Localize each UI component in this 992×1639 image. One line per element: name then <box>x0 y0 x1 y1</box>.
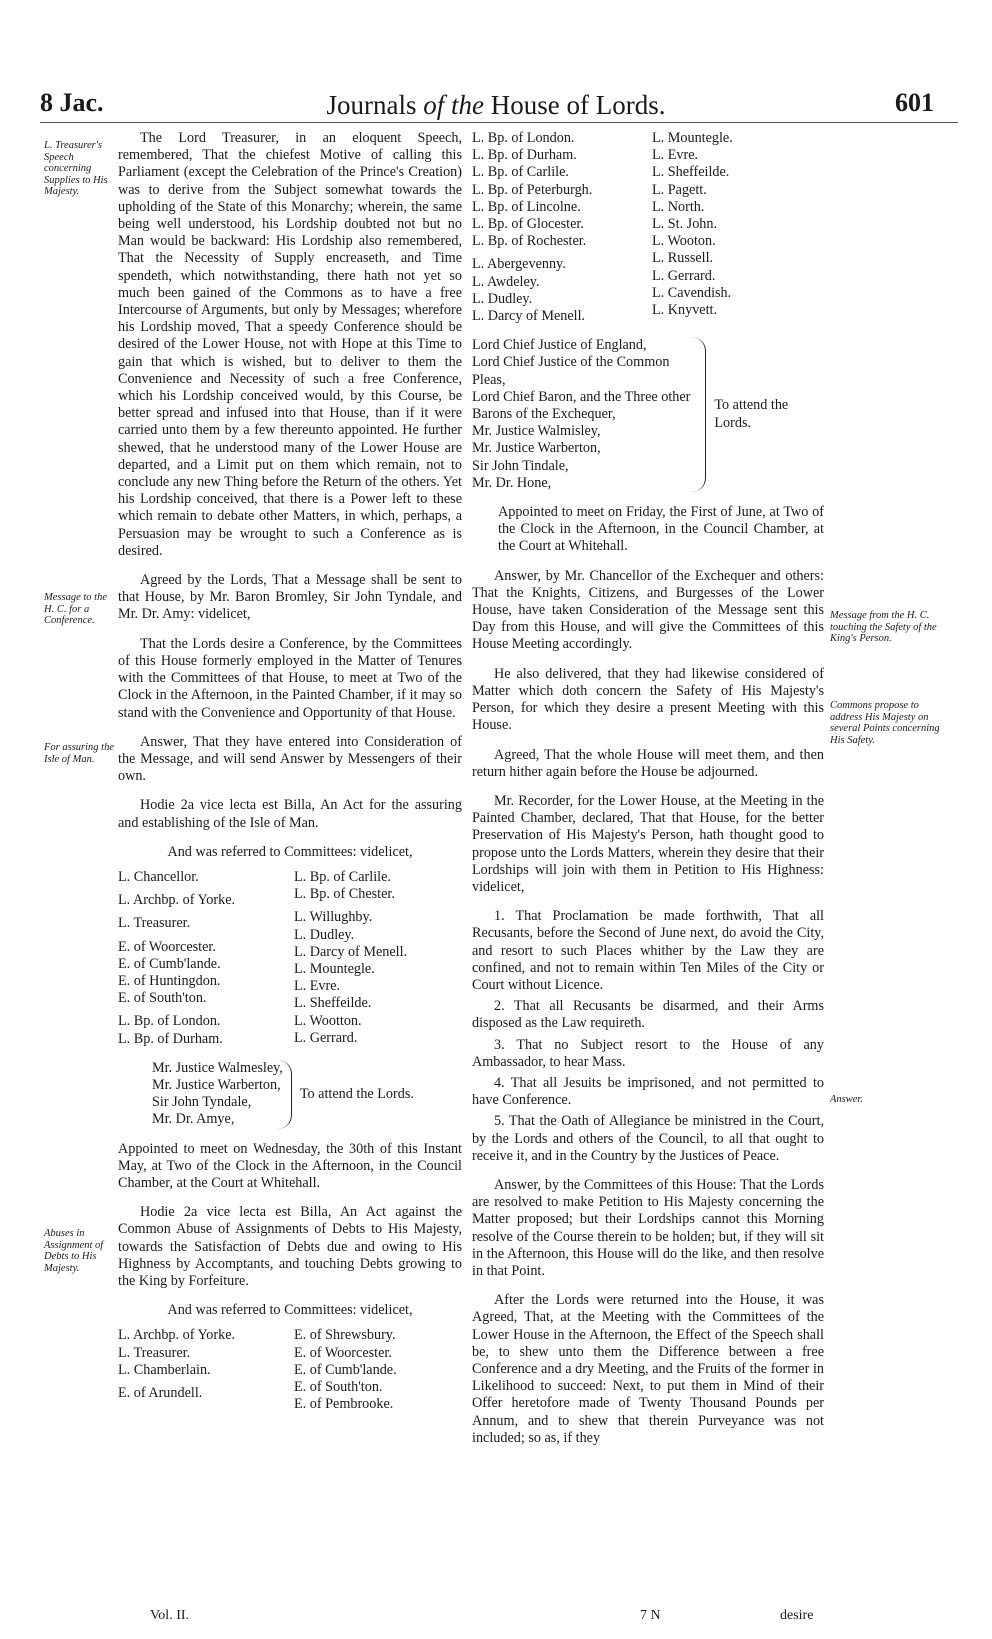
committee-column <box>294 1327 462 1413</box>
paragraph: Agreed, That the whole House will meet them, and then return hither again before the House be adjourned. <box>472 746 824 780</box>
justice-name: Mr. Justice Walmisley, <box>472 423 601 440</box>
justice-name: Sir John Tindale, <box>472 457 569 474</box>
justice-name: Mr. Dr. Hone, <box>472 474 552 491</box>
committee-member: L. Treasurer. <box>118 915 191 932</box>
justices-names <box>152 1060 292 1129</box>
committee-member: L. Willughby. <box>294 909 373 926</box>
appointment: Appointed to meet on Friday, the First of June, at Two of the Clock in the Afternoon, in the Council Chamber, at the Court at Whitehall. <box>498 504 824 555</box>
committee-member: L. Gerrard. <box>652 267 716 284</box>
petition-item: 1. That Proclamation be made forthwith, That all Recusants, before the Second of June next, do avoid the City, and resort to such Places whither by the Law they are confined, and not to remain within Ten Miles of the City or Court without Licence. <box>472 908 824 993</box>
attend-note: To attend the Lords. <box>714 397 789 431</box>
committee-column <box>472 130 644 325</box>
attend-note: To attend the Lords. <box>299 1085 414 1102</box>
committee-member: L. Bp. of Durham. <box>472 147 577 164</box>
committee-member: L. North. <box>652 198 705 215</box>
committee-member: L. Bp. of London. <box>118 1013 221 1030</box>
referral-line: And was referred to Committees: videlicet, <box>167 1302 413 1319</box>
committee-member: L. St. John. <box>652 216 718 233</box>
committee-member: E. of Cumb'lande. <box>118 955 221 972</box>
committee-list <box>118 1327 462 1413</box>
committee-member: E. of Huntingdon. <box>118 972 221 989</box>
paragraph: That the Lords desire a Conference, by the Committees of this House formerly employed in the Matter of Tenures with the Committees of that House, to meet at Two of the Clock in the Afternoon, in the Painted Chamber, if it may so stand with the Convenience and Opportunity of that House. <box>118 635 462 721</box>
committee-member: L. Abergevenny. <box>472 256 566 273</box>
committee-member: L. Evre. <box>652 147 699 164</box>
justice-name: Mr. Dr. Amye, <box>152 1111 235 1128</box>
committee-member: L. Mountegle. <box>652 130 733 146</box>
referral-line: And was referred to Committees: videlicet, <box>167 843 413 860</box>
committee-member: L. Darcy of Menell. <box>472 308 586 325</box>
committee-member: L. Archbp. of Yorke. <box>118 892 236 909</box>
committee-member: L. Bp. of Peterburgh. <box>472 181 593 198</box>
running-title <box>0 90 992 121</box>
regnal-year: 8 Jac. <box>40 88 104 117</box>
committee-member: E. of Woorcester. <box>118 938 216 955</box>
committee-member: L. Sheffeilde. <box>294 995 372 1012</box>
committee-member: L. Bp. of Durham. <box>118 1030 223 1047</box>
committee-member: L. Bp. of Rochester. <box>472 233 587 250</box>
committee-member: L. Bp. of Chester. <box>294 886 395 903</box>
paragraph: The Lord Treasurer, in an eloquent Speech, remembered, That the chiefest Motive of calling this Parliament (except the Celebration of the Prince's Creation) was to derive from the Subject somewhat towards the upholding of the State of this Monarchy; wherein, the same being well understood, his Lordship doubted not but no Man would be backward: His Lordship also remembered, That the Necessity of Supply encreaseth, and Time spendeth, which notwithstanding, there hath not yet so much been gained of the Commons as to have a free Intercourse of Arguments, but only by Messages; wherefore his Lordship moved, That a speedy Conference should be desired of the Lower House, not with Hope at this Time to gain that which is wished, but to deliver to them the Convenience and Necessity of such a free Conference, which his Lordship conceived would, by this Course, be better spread and infused into that House, than if it were carried unto them by a few thereunto appointed. He further shewed, that he understood many of the Lower House are departed, and a Limit put on them which remain, not to conclude any new Thing before the Return of the others. Yet his Lordship conceived, that there is a Power left to these which remain to debate other Matters, in which, perhaps, a Persuasion may be wrought to such a Conference as is desired. <box>118 130 462 559</box>
volume-label: Vol. II. <box>150 1608 190 1623</box>
committee-member: L. Pagett. <box>652 181 707 198</box>
committee-member: E. of Cumb'lande. <box>294 1361 397 1378</box>
justice-name: Sir John Tyndale, <box>152 1094 252 1111</box>
title-part: Journals <box>326 90 424 120</box>
petition-item: 2. That all Recusants be disarmed, and their Arms disposed as the Law requireth. <box>472 998 824 1032</box>
header-rule <box>40 122 958 123</box>
signature-mark: 7 N <box>640 1608 661 1623</box>
committee-member: L. Bp. of London. <box>472 130 575 146</box>
margin-note: For assuring the Isle of Man. <box>44 742 115 765</box>
committee-member: L. Bp. of Lincolne. <box>472 198 581 215</box>
right-column <box>472 130 824 1459</box>
committee-member: L. Dudley. <box>294 926 355 943</box>
committee-member: L. Sheffeilde. <box>652 164 730 181</box>
justice-name: Mr. Justice Walmesley, <box>152 1059 283 1076</box>
committee-column <box>118 869 286 1048</box>
justices-names <box>472 337 706 492</box>
margin-note: L. Treasurer's Speech concerning Supplies to His Majesty. <box>44 140 108 197</box>
justice-name: Mr. Justice Warberton, <box>472 440 601 457</box>
committee-column <box>118 1327 286 1413</box>
petition-items <box>472 908 824 1165</box>
margin-note: Message from the H. C. touching the Safety of the King's Person. <box>830 610 937 644</box>
catchword: desire <box>780 1608 814 1623</box>
paragraph: After the Lords were returned into the House, it was Agreed, That, at the Meeting with the Committees of the Lower House in the Afternoon, the Effect of the Speech shall be, to shew unto them the Difference between a free Conference and a dry Meeting, and the Fruits of the former in Likelihood to succeed: Next, to put them in Mind of their Offer heretofore made of Twenty Thousand Pounds per Annum, and to shew that therein Purveyance was not included; so as, if they <box>472 1292 824 1446</box>
committee-member: E. of Woorcester. <box>294 1344 392 1361</box>
justice-name: Lord Chief Justice of England, <box>472 337 647 354</box>
committee-member: L. Wooton. <box>652 233 716 250</box>
petition-item: 4. That all Jesuits be imprisoned, and not permitted to have Conference. <box>472 1074 824 1109</box>
justice-name: Lord Chief Justice of the Common Pleas, <box>472 354 670 388</box>
paragraph: Mr. Recorder, for the Lower House, at the Meeting in the Painted Chamber, declared, That that House, for the better Preservation of His Majesty's Person, hath thought good to propose unto the Lords Matters, wherein they desire that their Lordships will join with them in Petition to His Highness: videlicet, <box>472 792 824 895</box>
petition-item: 5. That the Oath of Allegiance be ministred in the Court, by the Lords and others of the Council, to all that ought to receive it, and in the Country by the Justices of Peace. <box>472 1113 824 1164</box>
committee-member: L. Archbp. of Yorke. <box>118 1327 236 1344</box>
paragraph: Answer, That they have entered into Consideration of the Message, and will send Answer by Messengers of their own. <box>118 733 462 785</box>
committee-column <box>294 869 462 1048</box>
margin-note: Abuses in Assignment of Debts to His Majesty. <box>44 1228 104 1274</box>
committee-list <box>118 869 462 1048</box>
paragraph: Hodie 2a vice lecta est Billa, An Act against the Common Abuse of Assignments of Debts to His Majesty, towards the Satisfaction of Debts due and owing to His Highness by Accomptants, and touching Debts growing to the King by Forfeiture. <box>118 1204 462 1289</box>
committee-member: L. Bp. of Carlile. <box>472 164 569 181</box>
committee-member: L. Russell. <box>652 250 714 267</box>
petition-item: 3. That no Subject resort to the House of any Ambassador, to hear Mass. <box>472 1036 824 1070</box>
justice-name: Lord Chief Baron, and the Three other <box>472 388 691 405</box>
committee-member: L. Cavendish. <box>652 284 732 301</box>
committee-column <box>652 130 824 325</box>
left-column <box>118 130 462 1425</box>
committee-member: L. Dudley. <box>472 290 533 307</box>
committee-member: L. Wootton. <box>294 1012 362 1029</box>
title-part-italic: of the <box>423 90 484 120</box>
paragraph: Agreed by the Lords, That a Message shall be sent to that House, by Mr. Baron Bromley, Sir John Tyndale, and Mr. Dr. Amy: videlicet, <box>118 572 462 623</box>
committee-member: L. Awdeley. <box>472 273 540 290</box>
paragraph: Answer, by the Committees of this House: That the Lords are resolved to make Petition to His Majesty concerning the Matter proposed; but their Lordships cannot this Morning resolve of the Course therein to be holden; but, if they will sit in the Afternoon, this House will do the like, and then resolve in that Point. <box>472 1176 824 1279</box>
committee-member: E. of Pembrooke. <box>294 1396 394 1413</box>
justice-name: Mr. Justice Warberton, <box>152 1076 281 1093</box>
committee-member: L. Chancellor. <box>118 868 199 885</box>
justices-brace <box>472 337 824 492</box>
committee-member: L. Bp. of Glocester. <box>472 216 584 233</box>
title-part: House of Lords. <box>484 90 666 120</box>
committee-member: L. Mountegle. <box>294 960 375 977</box>
paragraph: Hodie 2a vice lecta est Billa, An Act for the assuring and establishing of the Isle of Man. <box>118 797 462 831</box>
committee-member: E. of South'ton. <box>118 990 207 1007</box>
committee-member: L. Darcy of Menell. <box>294 943 408 960</box>
justice-name: Barons of the Exchequer, <box>472 406 616 423</box>
committee-member: E. of Arundell. <box>118 1385 203 1401</box>
committee-member: L. Gerrard. <box>294 1029 358 1046</box>
margin-note: Answer. <box>830 1094 863 1105</box>
committee-list <box>472 130 824 325</box>
committee-member: E. of Shrewsbury. <box>294 1327 396 1344</box>
appointment: Appointed to meet on Wednesday, the 30th of this Instant May, at Two of the Clock in the Afternoon, in the Council Chamber, at the Court at Whitehall. <box>118 1140 462 1191</box>
paragraph: Answer, by Mr. Chancellor of the Exchequer and others: That the Knights, Citizens, and Burgesses of the Lower House, have taken Consideration of the Message sent this Day from this House, and will give the Committees of this House Meeting accordingly. <box>472 567 824 653</box>
committee-member: E. of South'ton. <box>294 1379 383 1395</box>
page-number: 601 <box>895 88 934 117</box>
paragraph: He also delivered, that they had likewise considered of Matter which doth concern the Safety of His Majesty's Person, for which they desire a present Meeting with this House. <box>472 665 824 734</box>
margin-note: Message to the H. C. for a Conference. <box>44 592 107 626</box>
committee-member: L. Knyvett. <box>652 302 718 319</box>
justices-brace <box>152 1060 462 1129</box>
committee-member: L. Bp. of Carlile. <box>294 868 391 885</box>
margin-note: Commons propose to address His Majesty on several Points concerning His Safety. <box>830 700 940 746</box>
committee-member: L. Evre. <box>294 978 341 995</box>
committee-member: L. Chamberlain. <box>118 1361 211 1378</box>
committee-member: L. Treasurer. <box>118 1344 191 1361</box>
